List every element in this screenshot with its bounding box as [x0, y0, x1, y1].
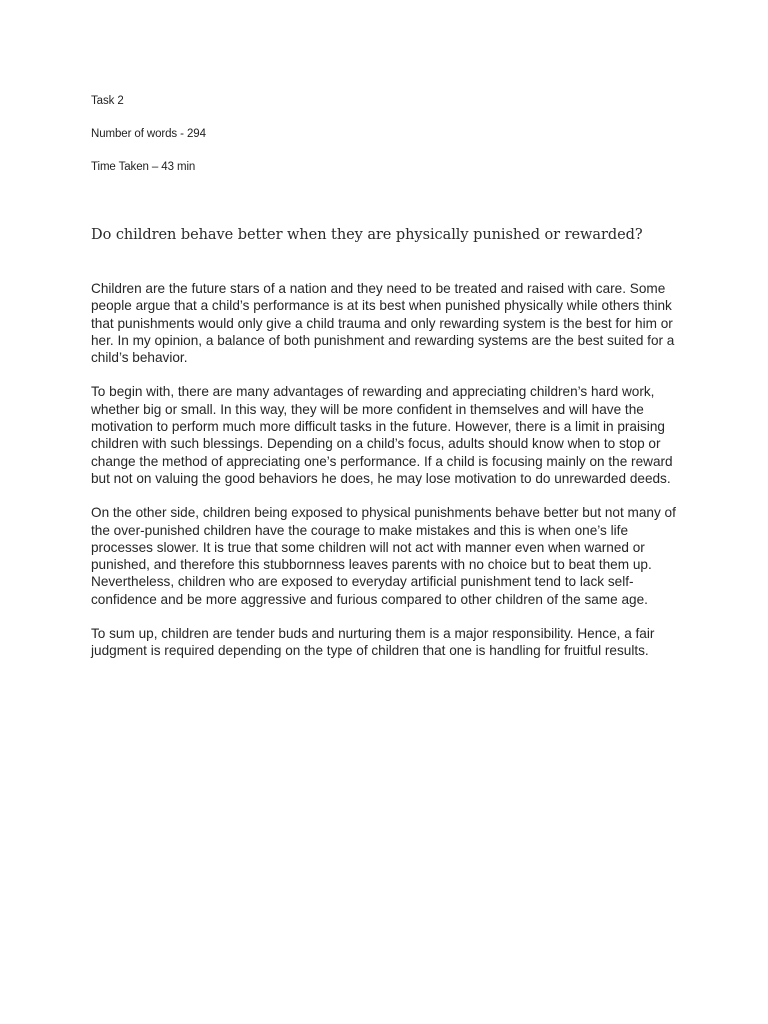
- essay-body: [91, 280, 683, 677]
- paragraph-conclusion: To sum up, children are tender buds and nurturing them is a major responsibility. Hence, a fair judgment is required depending on the type of children that one is handling for fruitful results.: [91, 626, 655, 659]
- task-label: Task 2: [91, 95, 124, 107]
- paragraph-intro: Children are the future stars of a nation and they need to be treated and raised with care. Some people argue that a child’s performance is at its best when punished physically while others think that punishments would only give a child trauma and only rewarding system is the best for him or her. In my opinion, a balance of both punishment and rewarding systems are the best suited for a child’s behavior.: [91, 281, 675, 366]
- paragraph-rewards: To begin with, there are many advantages of rewarding and appreciating children’s hard work, whether big or small. In this way, they will be more confident in themselves and will have the motivation to perform much more difficult tasks in the future. However, there is a limit in praising children with such blessings. Depending on a child’s focus, adults should know when to stop or change the method of appreciating one’s performance. If a child is focusing mainly on the reward but not on valuing the good behaviors he does, he may lose motivation to do unrewarded deeds.: [91, 384, 673, 486]
- word-count: Number of words - 294: [91, 128, 206, 140]
- essay-question: Do children behave better when they are physically punished or rewarded?: [91, 227, 643, 243]
- time-taken: Time Taken – 43 min: [91, 161, 196, 173]
- paragraph-punishment: On the other side, children being exposed to physical punishments behave better but not many of the over-punished children have the courage to make mistakes and this is when one’s life processes slower. It is true that some children will not act with manner even when warned or punished, and therefore this stubbornness leaves parents with no choice but to beat them up. Nevertheless, children who are exposed to everyday artificial punishment tend to lack self-confidence and be more aggressive and furious compared to other children of the same age.: [91, 505, 676, 607]
